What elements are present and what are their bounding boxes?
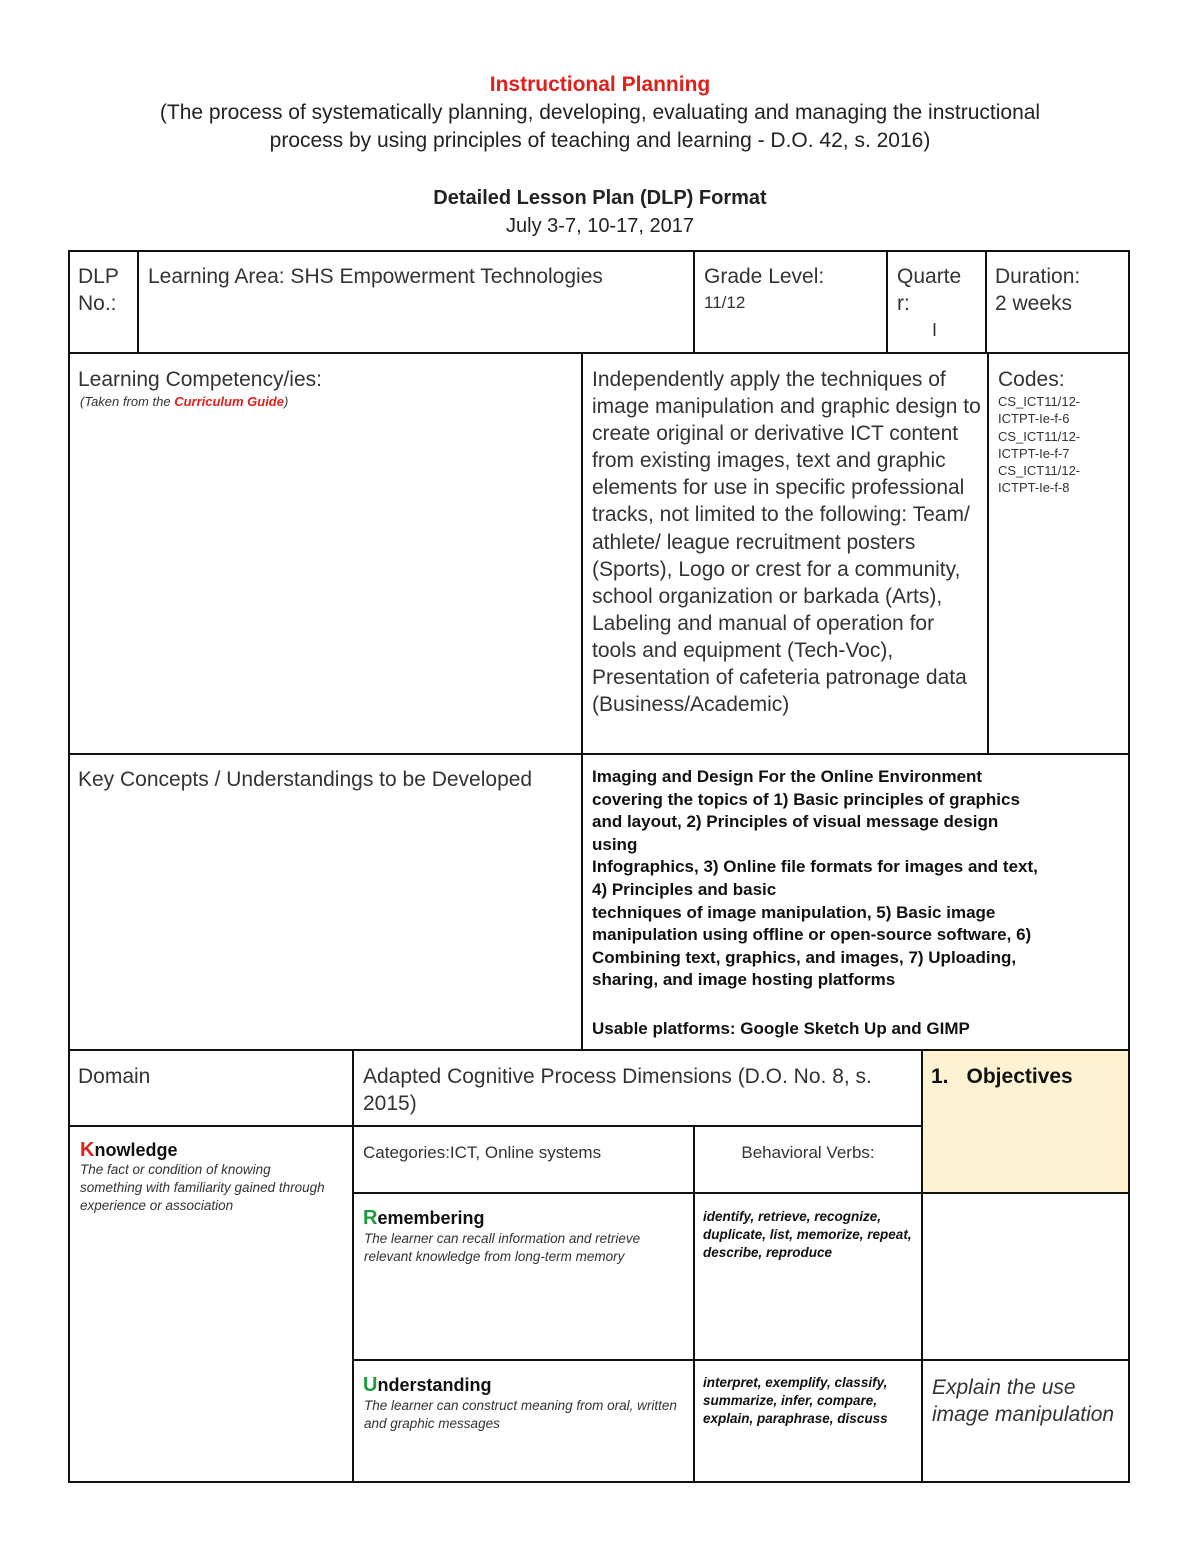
quarter-label: Quarte r: <box>897 265 962 315</box>
code-line: ICTPT-Ie-f-6 <box>998 411 1070 427</box>
grade-level-label: Grade Level: <box>704 265 825 288</box>
codes-list <box>998 393 1123 497</box>
code-line: CS_ICT11/12- <box>998 463 1081 479</box>
code-line: CS_ICT11/12- <box>998 428 1081 444</box>
format-title: Detailed Lesson Plan (DLP) Format <box>433 187 767 209</box>
knowledge-initial: K <box>80 1139 95 1161</box>
quarter-value: I <box>932 320 938 340</box>
remembering-verbs: identify, retrieve, recognize, duplicate, list, memorize, repeat, describe, reproduce <box>703 1209 912 1260</box>
key-concepts-text: Imaging and Design For the Online Environment covering the topics of 1) Basic principles of graphics and layout, 2) Principles of visual message design using Infographics, 3) Online file formats for images and text, 4) Principles and basic techniques of image manipulation, 5) Basic image manipulation using offline or open-source software, 6) Combining text, graphics, and images, 7) Uploading, sharing, and image hosting platforms <box>592 767 1038 990</box>
knowledge-desc: The fact or condition of knowing something with familiarity gained through experience or association <box>80 1162 325 1213</box>
remembering-heading: Remembering <box>363 1207 485 1229</box>
code-line: ICTPT-Ie-f-8 <box>998 480 1070 496</box>
duration-value: 2 weeks <box>995 292 1073 315</box>
grade-level-value: 11/12 <box>704 293 746 312</box>
document-subtitle <box>80 99 1120 155</box>
remembering-desc: The learner can recall information and retrieve relevant knowledge from long-term memory <box>364 1231 641 1264</box>
understanding-heading: Understanding <box>363 1374 492 1396</box>
remembering-initial: R <box>363 1207 378 1229</box>
domain-label: Domain <box>78 1065 151 1088</box>
understanding-desc: The learner can construct meaning from oral, written and graphic messages <box>364 1398 677 1431</box>
code-line: ICTPT-Ie-f-7 <box>998 445 1070 461</box>
understanding-objective: Explain the use image manipulation <box>932 1376 1115 1426</box>
key-concepts-label: Key Concepts / Understandings to be Developed <box>78 768 533 791</box>
competency-note: (Taken from the Curriculum Guide) <box>80 394 289 409</box>
dimensions-label: Adapted Cognitive Process Dimensions (D.O. No. 8, s. 2015) <box>363 1065 872 1115</box>
subtitle-line-1: (The process of systematically planning, developing, evaluating and managing the instructional <box>159 101 1041 124</box>
subtitle-line-2: process by using principles of teaching and learning - D.O. 42, s. 2016) <box>269 129 931 152</box>
dlp-no-label: DLP No.: <box>78 265 119 315</box>
knowledge-heading: Knowledge <box>80 1139 178 1161</box>
objectives-header: 1. Objectives <box>931 1065 1073 1088</box>
document-title: Instructional Planning <box>489 73 711 96</box>
categories-label: Categories:ICT, Online systems <box>363 1143 602 1162</box>
competency-label: Learning Competency/ies: <box>78 368 322 391</box>
curriculum-guide-highlight: Curriculum Guide <box>174 394 284 409</box>
understanding-verbs: interpret, exemplify, classify, summarize, infer, compare, explain, paraphrase, discuss <box>703 1375 888 1426</box>
date-line: July 3-7, 10-17, 2017 <box>506 215 694 237</box>
learning-area: Learning Area: SHS Empowerment Technologies <box>148 265 603 288</box>
usable-platforms: Usable platforms: Google Sketch Up and GIMP <box>592 1019 970 1038</box>
behavioral-verbs-label: Behavioral Verbs: <box>741 1143 875 1162</box>
understanding-initial: U <box>363 1374 378 1396</box>
code-line: CS_ICT11/12- <box>998 394 1081 409</box>
codes-label: Codes: <box>998 368 1065 391</box>
competency-text: Independently apply the techniques of image manipulation and graphic design to create original or derivative ICT content from existing images, text and graphic elements for use in specific professional tracks, not limited to the following: Team/ athlete/ league recruitment posters (Sports), Logo or crest for a community, school organization or barkada (Arts), Labeling and manual of operation for tools and equipment (Tech-Voc), Presentation of cafeteria patronage data (Business/Academic) <box>592 368 981 717</box>
duration-label: Duration: <box>995 265 1081 288</box>
